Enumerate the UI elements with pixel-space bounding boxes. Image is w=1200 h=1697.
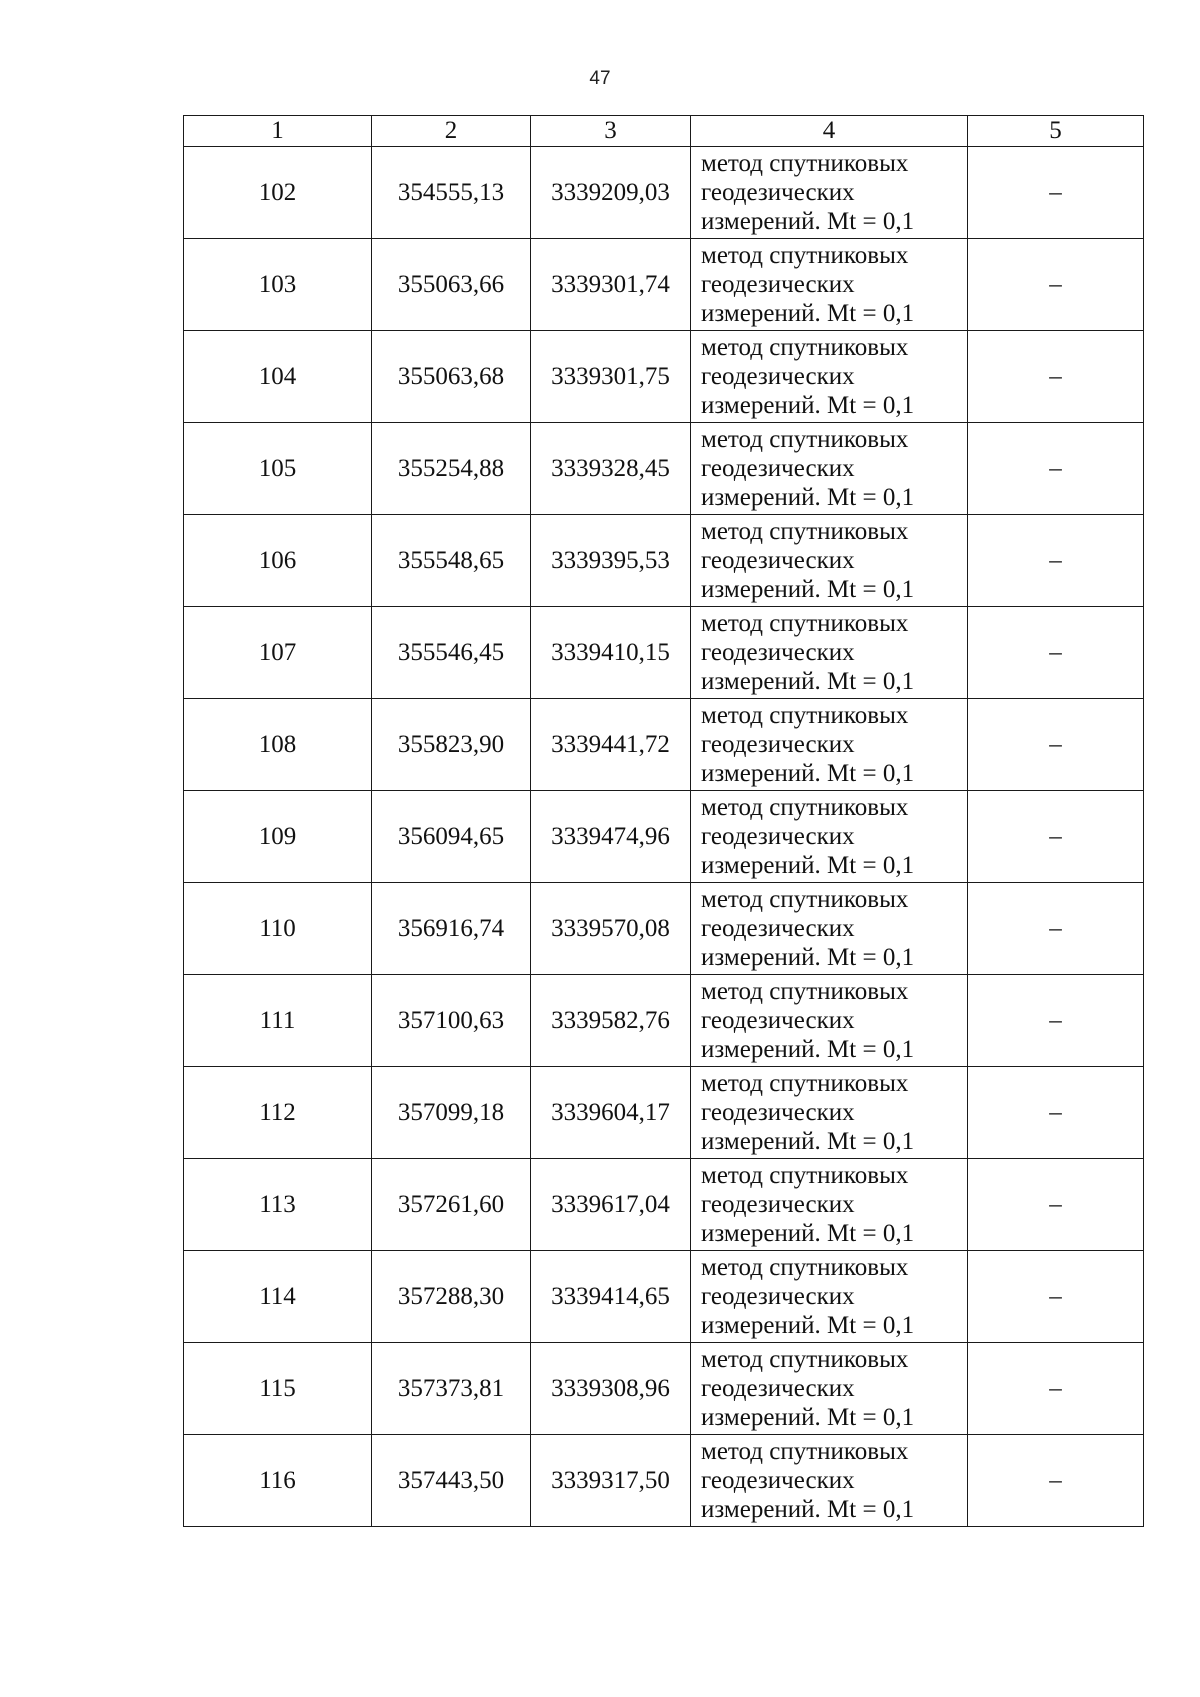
method-cell (691, 423, 968, 515)
method-text-line: измерений. Mt = 0,1 (701, 1220, 915, 1247)
coordinate-x-cell: 357261,60 (372, 1159, 531, 1251)
method-text-line: геодезических (701, 547, 855, 574)
method-text-line: метод спутниковых (701, 886, 909, 913)
method-text-line: геодезических (701, 1375, 855, 1402)
method-text-line: метод спутниковых (701, 150, 909, 177)
point-number-cell: 116 (184, 1435, 372, 1527)
coordinate-y-cell: 3339441,72 (531, 699, 691, 791)
column-header-5: 5 (968, 116, 1144, 147)
method-text-line: геодезических (701, 1099, 855, 1126)
method-cell (691, 331, 968, 423)
method-cell (691, 607, 968, 699)
method-text-line: метод спутниковых (701, 1438, 909, 1465)
method-text-line: измерений. Mt = 0,1 (701, 944, 915, 971)
coordinate-x-cell: 357288,30 (372, 1251, 531, 1343)
method-text-line: измерений. Mt = 0,1 (701, 392, 915, 419)
method-text-line: геодезических (701, 823, 855, 850)
coordinate-y-cell: 3339317,50 (531, 1435, 691, 1527)
coordinate-x-cell: 357443,50 (372, 1435, 531, 1527)
table-row (184, 147, 1144, 239)
method-text-line: измерений. Mt = 0,1 (701, 484, 915, 511)
point-number-cell: 108 (184, 699, 372, 791)
table-row (184, 975, 1144, 1067)
point-number-cell: 109 (184, 791, 372, 883)
coordinate-x-cell: 355548,65 (372, 515, 531, 607)
table-row (184, 1435, 1144, 1527)
coordinate-y-cell: 3339328,45 (531, 423, 691, 515)
point-number-cell: 111 (184, 975, 372, 1067)
method-cell (691, 699, 968, 791)
table-row (184, 423, 1144, 515)
method-text-line: измерений. Mt = 0,1 (701, 668, 915, 695)
coordinate-x-cell: 355823,90 (372, 699, 531, 791)
method-text-line: измерений. Mt = 0,1 (701, 1496, 915, 1523)
note-cell: – (968, 975, 1144, 1067)
column-header-3: 3 (531, 116, 691, 147)
method-text-line: геодезических (701, 363, 855, 390)
method-cell (691, 1159, 968, 1251)
note-cell: – (968, 423, 1144, 515)
note-cell: – (968, 239, 1144, 331)
method-cell (691, 975, 968, 1067)
note-cell: – (968, 1343, 1144, 1435)
coordinate-y-cell: 3339410,15 (531, 607, 691, 699)
table-row (184, 1067, 1144, 1159)
method-cell (691, 883, 968, 975)
method-text-line: измерений. Mt = 0,1 (701, 1404, 915, 1431)
method-cell (691, 1343, 968, 1435)
point-number-cell: 114 (184, 1251, 372, 1343)
coordinate-x-cell: 355063,68 (372, 331, 531, 423)
coordinate-x-cell: 355063,66 (372, 239, 531, 331)
column-header-2: 2 (372, 116, 531, 147)
method-text-line: геодезических (701, 731, 855, 758)
method-text-line: измерений. Mt = 0,1 (701, 300, 915, 327)
method-text-line: измерений. Mt = 0,1 (701, 208, 915, 235)
table-row (184, 883, 1144, 975)
column-header-4: 4 (691, 116, 968, 147)
column-header-1: 1 (184, 116, 372, 147)
table-row (184, 791, 1144, 883)
coordinate-x-cell: 357099,18 (372, 1067, 531, 1159)
note-cell: – (968, 607, 1144, 699)
coordinate-x-cell: 355254,88 (372, 423, 531, 515)
coordinate-x-cell: 357373,81 (372, 1343, 531, 1435)
table-body (184, 147, 1144, 1527)
note-cell: – (968, 1067, 1144, 1159)
coordinate-y-cell: 3339617,04 (531, 1159, 691, 1251)
table-row (184, 1343, 1144, 1435)
method-text-line: метод спутниковых (701, 426, 909, 453)
point-number-cell: 113 (184, 1159, 372, 1251)
point-number-cell: 112 (184, 1067, 372, 1159)
coordinate-y-cell: 3339395,53 (531, 515, 691, 607)
note-cell: – (968, 1435, 1144, 1527)
method-text-line: геодезических (701, 179, 855, 206)
table-row (184, 699, 1144, 791)
method-text-line: геодезических (701, 271, 855, 298)
table-header (184, 116, 1144, 147)
method-text-line: геодезических (701, 1191, 855, 1218)
note-cell: – (968, 883, 1144, 975)
method-text-line: измерений. Mt = 0,1 (701, 1312, 915, 1339)
method-text-line: метод спутниковых (701, 978, 909, 1005)
method-text-line: метод спутниковых (701, 1346, 909, 1373)
point-number-cell: 107 (184, 607, 372, 699)
header-row (184, 116, 1144, 147)
method-cell (691, 239, 968, 331)
method-text-line: измерений. Mt = 0,1 (701, 576, 915, 603)
method-text-line: метод спутниковых (701, 1254, 909, 1281)
method-text-line: метод спутниковых (701, 610, 909, 637)
point-number-cell: 102 (184, 147, 372, 239)
point-number-cell: 110 (184, 883, 372, 975)
coordinate-x-cell: 356094,65 (372, 791, 531, 883)
coordinate-y-cell: 3339582,76 (531, 975, 691, 1067)
method-text-line: метод спутниковых (701, 518, 909, 545)
method-text-line: измерений. Mt = 0,1 (701, 1128, 915, 1155)
note-cell: – (968, 1159, 1144, 1251)
method-text-line: метод спутниковых (701, 1070, 909, 1097)
method-cell (691, 1251, 968, 1343)
method-text-line: метод спутниковых (701, 1162, 909, 1189)
coordinate-y-cell: 3339604,17 (531, 1067, 691, 1159)
coordinates-table (183, 115, 1144, 1527)
method-cell (691, 1067, 968, 1159)
coordinate-x-cell: 354555,13 (372, 147, 531, 239)
method-text-line: геодезических (701, 1283, 855, 1310)
note-cell: – (968, 699, 1144, 791)
method-cell (691, 791, 968, 883)
coordinate-y-cell: 3339308,96 (531, 1343, 691, 1435)
coordinate-y-cell: 3339209,03 (531, 147, 691, 239)
coordinate-x-cell: 355546,45 (372, 607, 531, 699)
note-cell: – (968, 791, 1144, 883)
method-text-line: измерений. Mt = 0,1 (701, 1036, 915, 1063)
table-row (184, 1159, 1144, 1251)
note-cell: – (968, 515, 1144, 607)
table-row (184, 331, 1144, 423)
coordinate-y-cell: 3339301,74 (531, 239, 691, 331)
method-text-line: геодезических (701, 915, 855, 942)
method-text-line: измерений. Mt = 0,1 (701, 760, 915, 787)
method-text-line: метод спутниковых (701, 702, 909, 729)
method-text-line: геодезических (701, 1007, 855, 1034)
table-row (184, 1251, 1144, 1343)
method-text-line: геодезических (701, 1467, 855, 1494)
note-cell: – (968, 147, 1144, 239)
method-cell (691, 515, 968, 607)
point-number-cell: 106 (184, 515, 372, 607)
method-text-line: метод спутниковых (701, 334, 909, 361)
coordinate-y-cell: 3339414,65 (531, 1251, 691, 1343)
coordinate-y-cell: 3339474,96 (531, 791, 691, 883)
table-row (184, 607, 1144, 699)
method-text-line: геодезических (701, 639, 855, 666)
coordinate-y-cell: 3339301,75 (531, 331, 691, 423)
note-cell: – (968, 331, 1144, 423)
page-number: 47 (589, 68, 611, 89)
point-number-cell: 104 (184, 331, 372, 423)
table-row (184, 515, 1144, 607)
method-text-line: измерений. Mt = 0,1 (701, 852, 915, 879)
point-number-cell: 115 (184, 1343, 372, 1435)
point-number-cell: 105 (184, 423, 372, 515)
coordinate-y-cell: 3339570,08 (531, 883, 691, 975)
coordinate-x-cell: 357100,63 (372, 975, 531, 1067)
method-text-line: метод спутниковых (701, 242, 909, 269)
coordinate-x-cell: 356916,74 (372, 883, 531, 975)
method-cell (691, 1435, 968, 1527)
note-cell: – (968, 1251, 1144, 1343)
point-number-cell: 103 (184, 239, 372, 331)
method-text-line: геодезических (701, 455, 855, 482)
method-cell (691, 147, 968, 239)
table-row (184, 239, 1144, 331)
method-text-line: метод спутниковых (701, 794, 909, 821)
